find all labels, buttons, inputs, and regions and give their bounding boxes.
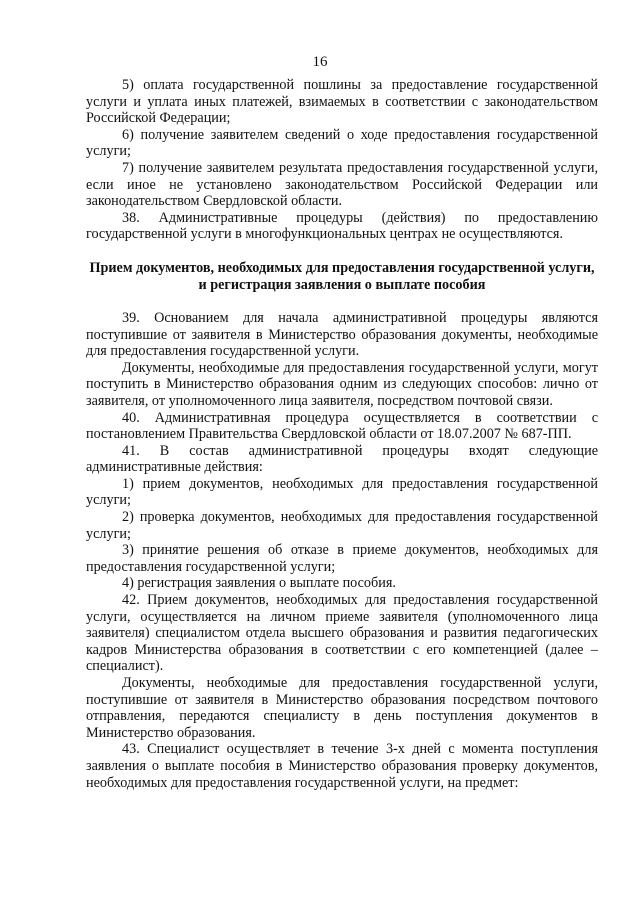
paragraph-40: 40. Административная процедура осуществляется в соответствии с постановлением Правительства Свердловской области от 18.07.2007 № 687-ПП.: [86, 409, 598, 443]
paragraph-38: 38. Административные процедуры (действия) по предоставлению государственной услуги в многофункциональных центрах не осуществляются.: [86, 209, 598, 243]
section-heading: Прием документов, необходимых для предоставления государственной услуги, и регистрация заявления о выплате пособия: [89, 259, 595, 293]
list-item-5: 5) оплата государственной пошлины за предоставление государственной услуги и уплата иных платежей, взимаемых в соответствии с законодательством Российской Федерации;: [86, 77, 598, 127]
paragraph-39-documents: Документы, необходимые для предоставления государственной услуги, могут поступить в Министерство образования одним из следующих способов: лично от заявителя, от уполномоченного лица заявителя, посредством почтовой связи.: [86, 359, 598, 409]
paragraph-43: 43. Специалист осуществляет в течение 3-х дней с момента поступления заявления о выплате пособия в Министерство образования проверку документов, необходимых для предоставления государственной услуги, на предмет:: [86, 741, 598, 791]
paragraph-41: 41. В состав административной процедуры входят следующие административные действия:: [86, 442, 598, 476]
action-item-4: 4) регистрация заявления о выплате пособия.: [122, 575, 396, 592]
action-item-1: 1) прием документов, необходимых для предоставления государственной услуги;: [86, 475, 598, 509]
action-item-3: 3) принятие решения об отказе в приеме документов, необходимых для предоставления государственной услуги;: [86, 542, 598, 575]
paragraph-39: 39. Основанием для начала административной процедуры являются поступившие от заявителя в Министерство образования документы, необходимые для предоставления государственной услуги.: [86, 309, 598, 360]
paragraph-42: 42. Прием документов, необходимых для предоставления государственной услуги, осуществляется на личном приеме заявителя (уполномоченного лица заявителя) специалистом отдела высшего образования и развития педагогических кадров Министерства образования в соответствии с его компетенцией (далее – специалист).: [86, 592, 598, 675]
list-item-6: 6) получение заявителем сведений о ходе предоставления государственной услуги;: [86, 126, 598, 160]
page-number: 16: [312, 54, 328, 70]
paragraph-42-postal: Документы, необходимые для предоставления государственной услуги, поступившие от заявителя в Министерство образования посредством почтового отправления, передаются специалисту в день поступления документов в Министерство образования.: [86, 675, 598, 741]
document-body: [86, 77, 598, 791]
action-item-2: 2) проверка документов, необходимых для предоставления государственной услуги;: [86, 509, 598, 542]
list-item-7: 7) получение заявителем результата предоставления государственной услуги, если иное не установлено законодательством Российской Федерации или законодательством Свердловской области.: [86, 159, 598, 210]
